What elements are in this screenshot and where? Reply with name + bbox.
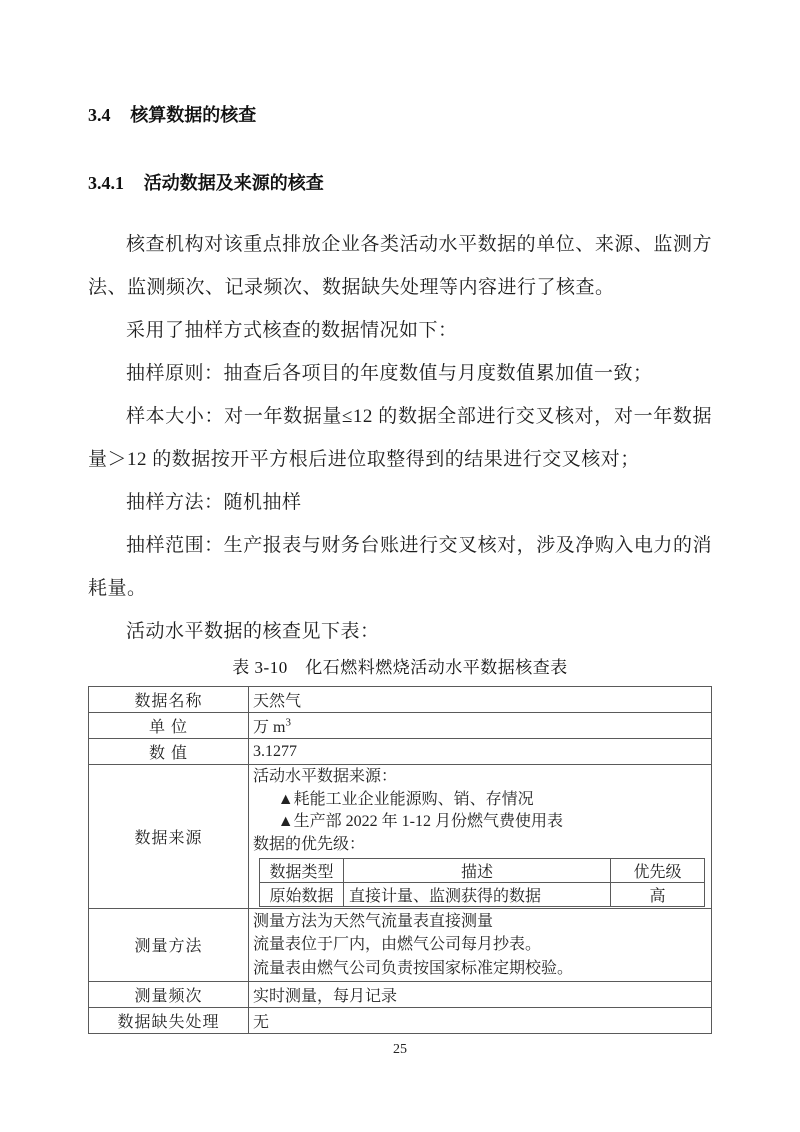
row-label: 测量频次 (89, 981, 249, 1007)
activity-data-table (88, 686, 712, 1034)
row-label: 单 位 (89, 713, 249, 739)
section-number: 3.4 (88, 105, 111, 125)
section-title: 核算数据的核查 (130, 105, 257, 125)
paragraph: 核查机构对该重点排放企业各类活动水平数据的单位、来源、监测方法、监测频次、记录频次、数据缺失处理等内容进行了核查。 (88, 234, 712, 298)
subsection-heading (88, 171, 712, 195)
table-row-measure-frequency (89, 981, 712, 1007)
source-line: ▲耗能工业企业能源购、销、存情况 (277, 790, 534, 808)
table-caption: 表 3-10 化石燃料燃烧活动水平数据核查表 (232, 658, 568, 677)
table-row-data-source (89, 765, 712, 909)
source-line: ▲生产部 2022 年 1-12 月份燃气费使用表 (277, 813, 563, 830)
row-value: 实时测量，每月记录 (249, 981, 712, 1007)
page-number: 25 (393, 1042, 407, 1057)
table-row-unit (89, 713, 712, 739)
table-row-measure-method (89, 909, 712, 982)
row-value (249, 765, 712, 909)
source-line: 活动水平数据来源： (253, 768, 398, 785)
priority-header-level: 优先级 (611, 859, 705, 883)
row-value (249, 713, 712, 739)
paragraph: 采用了抽样方式核查的数据情况如下： (126, 320, 458, 341)
priority-table (259, 858, 705, 907)
table-row-data-name (89, 687, 712, 713)
paragraph: 样本大小：对一年数据量≤12 的数据全部进行交叉核对，对一年数据量＞12 的数据按开平方根后进位取整得到的结果进行交叉核对； (88, 406, 712, 470)
row-label: 数据来源 (89, 765, 249, 909)
row-label: 数 值 (89, 739, 249, 765)
priority-cell-type: 原始数据 (260, 883, 344, 907)
method-line: 流量表位于厂内，由燃气公司每月抄表。 (253, 936, 542, 954)
method-line: 测量方法为天然气流量表直接测量 (253, 913, 494, 930)
row-value: 无 (249, 1007, 712, 1033)
paragraph: 抽样原则：抽查后各项目的年度数值与月度数值累加值一致； (126, 363, 653, 384)
page-content (88, 103, 712, 1034)
priority-table-data-row (260, 883, 705, 907)
row-label: 数据缺失处理 (89, 1007, 249, 1033)
row-value: 天然气 (249, 687, 712, 713)
row-label: 测量方法 (89, 909, 249, 982)
priority-table-header-row (260, 859, 705, 883)
source-line: 数据的优先级： (253, 835, 366, 853)
unit-superscript: 3 (285, 716, 291, 729)
paragraph: 活动水平数据的核查见下表： (126, 621, 380, 642)
paragraph: 抽样方法：随机抽样 (126, 492, 302, 513)
priority-header-desc: 描述 (344, 859, 611, 883)
subsection-title: 活动数据及来源的核查 (143, 173, 324, 193)
unit-base: 万 m (253, 719, 286, 736)
row-value: 3.1277 (249, 739, 712, 765)
priority-cell-level: 高 (611, 883, 705, 907)
section-heading (88, 103, 712, 127)
paragraph: 抽样范围：生产报表与财务台账进行交叉核对，涉及净购入电力的消耗量。 (88, 535, 712, 599)
priority-header-type: 数据类型 (260, 859, 344, 883)
row-value (249, 909, 712, 982)
table-row-missing-data (89, 1007, 712, 1033)
priority-cell-desc: 直接计量、监测获得的数据 (344, 883, 611, 907)
table-row-value (89, 739, 712, 765)
method-line: 流量表由燃气公司负责按国家标准定期校验。 (253, 959, 574, 977)
subsection-number: 3.4.1 (88, 173, 124, 193)
row-label: 数据名称 (89, 687, 249, 713)
